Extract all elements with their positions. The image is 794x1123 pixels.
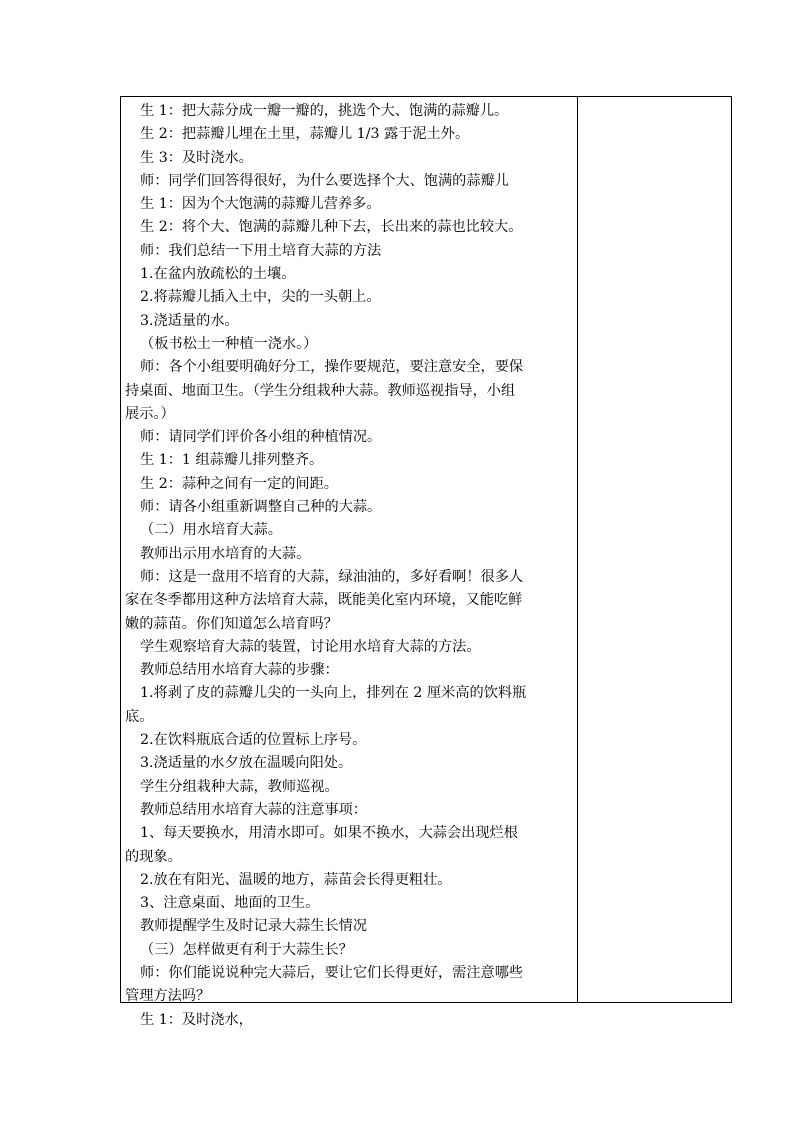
text-line: 1.将剥了皮的蒜瓣儿尖的一头向上，排列在 2 厘米高的饮料瓶 [140, 685, 527, 702]
lesson-content-cell [121, 97, 577, 1028]
text-line: 生 1：及时浇水， [140, 1011, 253, 1028]
text-line: 师：请同学们评价各小组的种植情况。 [140, 429, 382, 446]
text-line: 展示。） [125, 405, 175, 422]
text-line: 管理方法吗？ [125, 988, 211, 1005]
text-line: 2.在饮料瓶底合适的位置标上序号。 [140, 732, 367, 749]
text-line: 生 1：把大蒜分成一瓣一瓣的，挑选个大、饱满的蒜瓣儿。 [140, 103, 509, 119]
text-line: 家在冬季都用这种方法培育大蒜，既能美化室内环境，又能吃鲜 [125, 592, 523, 609]
text-line: 持桌面、地面卫生。（学生分组栽种大蒜。教师巡视指导，小组 [125, 382, 516, 399]
text-line: 师：各个小组要明确好分工，操作要规范，要注意安全，要保 [140, 359, 524, 376]
text-line: （二）用水培育大蒜。 [140, 522, 282, 539]
text-line: 生 2：把蒜瓣儿埋在土里，蒜瓣儿 1/3 露于泥土外。 [140, 126, 470, 143]
text-line: 底。 [125, 708, 154, 725]
text-line: 生 2：将个大、饱满的蒜瓣儿种下去，长出来的蒜也比较大。 [140, 219, 523, 236]
text-line: 1.在盆内放疏松的土壤。 [140, 266, 296, 283]
text-line: 2.将蒜瓣儿插入土中，尖的一头朝上。 [140, 289, 381, 306]
text-line: 教师提醒学生及时记录大蒜生长情况 [140, 918, 368, 935]
text-line: 的现象。 [125, 848, 182, 865]
text-line: （三）怎样做更有利于大蒜生长？ [140, 941, 353, 958]
text-line: 教师出示用水培育的大蒜。 [140, 545, 311, 562]
text-line: 师：我们总结一下用土培育大蒜的方法 [140, 242, 382, 259]
text-line: （板书松土一种植一浇水。） [140, 335, 318, 352]
text-line: 生 3：及时浇水。 [140, 149, 253, 166]
text-line: 学生分组栽种大蒜，教师巡视。 [140, 778, 339, 795]
text-line: 3、注意桌面、地面的卫生。 [140, 895, 320, 912]
text-line: 3.浇适量的水夕放在温暖向阳处。 [140, 755, 353, 772]
text-line: 生 1：1 组蒜瓣儿排列整齐。 [140, 452, 324, 469]
text-line: 师：这是一盘用不培育的大蒜，绿油油的，多好看啊！很多人 [140, 568, 524, 585]
text-line: 师：请各小组重新调整自己种的大蒜。 [140, 499, 382, 516]
text-line: 2.放在有阳光、温暖的地方，蒜苗会长得更粗壮。 [140, 871, 452, 888]
text-line: 嫩的蒜苗。你们知道怎么培育吗？ [125, 615, 338, 632]
text-line: 生 1：因为个大饱满的蒜瓣儿营养多。 [140, 196, 381, 213]
text-line: 学生观察培育大蒜的装置，讨论用水培育大蒜的方法。 [140, 638, 481, 655]
notes-cell [578, 97, 731, 1002]
text-line: 教师总结用水培育大蒜的注意事项： [140, 801, 368, 818]
text-line: 生 2：蒜种之间有一定的间距。 [140, 475, 338, 492]
lesson-table [120, 96, 732, 1028]
text-line: 1、每天要换水，用清水即可。如果不换水，大蒜会出现烂根 [140, 825, 518, 842]
text-line: 3.浇适量的水。 [140, 312, 239, 329]
text-line: 师：你们能说说种完大蒜后，要让它们长得更好，需注意哪些 [140, 964, 524, 981]
text-line: 教师总结用水培育大蒜的步骤： [140, 662, 339, 679]
text-line: 师：同学们回答得很好，为什么要选择个大、饱满的蒜瓣儿 [140, 172, 509, 189]
